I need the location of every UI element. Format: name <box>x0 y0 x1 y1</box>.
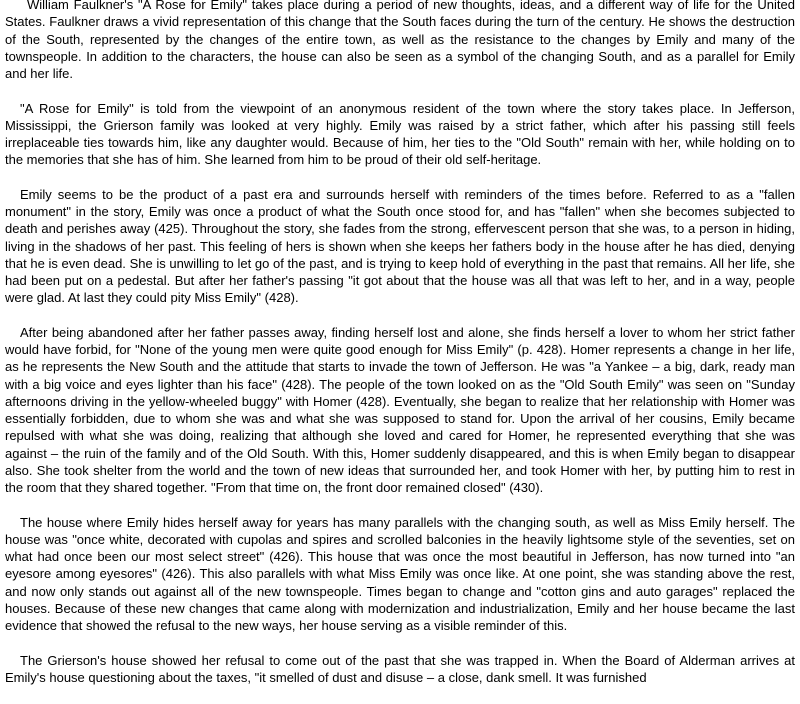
paragraph-3: Emily seems to be the product of a past era and surrounds herself with reminders of the times before. Referred to as a "fallen monument" in the story, Emily was once a product of what the South once stood for, and has "fallen" when she becomes subjected to death and perishes away (425). Throughout the story, she fades from the strong, effervescent person that she was, to a person in hiding, living in the shadows of her past. This feeling of hers is shown when she keeps her fathers body in the house after he has died, denying that he is even dead. She is unwilling to let go of the past, and is trying to keep hold of everything in the past that remains. All her life, she had been put on a pedestal. But after her father's passing "it got about that the house was all that was left to her, and in a way, people were glad. At last they could pity Miss Emily" (428). <box>5 186 795 306</box>
paragraph-2: "A Rose for Emily" is told from the viewpoint of an anonymous resident of the town where the story takes place. In Jefferson, Mississippi, the Grierson family was looked at very highly. Emily was raised by a strict father, which after his passing still feels irreplaceable ties towards him, like any daughter would. Because of him, her ties to the "Old South" remain with her, while holding on to the memories that she has of him. She learned from him to be proud of their old self-heritage. <box>5 100 795 168</box>
paragraph-5: The house where Emily hides herself away for years has many parallels with the changing south, as well as Miss Emily herself. The house was "once white, decorated with cupolas and spires and scrolled balconies in the heavily lightsome style of the seventies, set on what had once been our most select street" (426). This house that was once the most beautiful in Jefferson, has now turned into "an eyesore among eyesores" (426). This also parallels with what Miss Emily was once like. At one point, she was standing above the rest, and now only stands out against all of the new townspeople. Times began to change and "cotton gins and auto garages" replaced the houses. Because of these new changes that came along with modernization and industrialization, Emily and her house became the last evidence that showed the refusal to the new ways, her house serving as a visible reminder of this. <box>5 514 795 634</box>
essay-document <box>5 0 795 704</box>
paragraph-4: After being abandoned after her father passes away, finding herself lost and alone, she finds herself a lover to whom her strict father would have forbid, for "None of the young men were quite good enough for Miss Emily" (p. 428). Homer represents a change in her life, as he represents the New South and the attitude that starts to invade the town of Jefferson. He was "a Yankee – a big, dark, ready man with a big voice and eyes lighter than his face" (428). The people of the town looked on as the "Old South Emily" was seen on "Sunday afternoons driving in the yellow-wheeled buggy" with Homer (428). Eventually, she began to realize that her relationship with Homer was essentially forbidden, due to whom she was and what she was supposed to stand for. Upon the arrival of her cousins, Emily became repulsed with what she was doing, realizing that although she loved and cared for Homer, he represented everything that she was against – the ruin of the family and of the Old South. With this, Homer suddenly disappeared, and this is when Emily began to disappear also. She took shelter from the world and the town of new ideas that surrounded her, and took Homer with her, by putting him to rest in the room that they shared together. "From that time on, the front door remained closed" (430). <box>5 324 795 496</box>
paragraph-1: William Faulkner's "A Rose for Emily" takes place during a period of new thoughts, ideas, and a different way of life for the United States. Faulkner draws a vivid representation of this change that the South faces during the turn of the century. He shows the destruction of the South, represented by the changes of the entire town, as well as the resistance to the changes by Emily and many of the townspeople. In addition to the characters, the house can also be seen as a symbol of the changing South, and as a parallel for Emily and her life. <box>5 0 795 81</box>
paragraph-6: The Grierson's house showed her refusal to come out of the past that she was trapped in. When the Board of Alderman arrives at Emily's house questioning about the taxes, "it smelled of dust and disuse – a close, dank smell. It was furnished <box>5 652 795 685</box>
